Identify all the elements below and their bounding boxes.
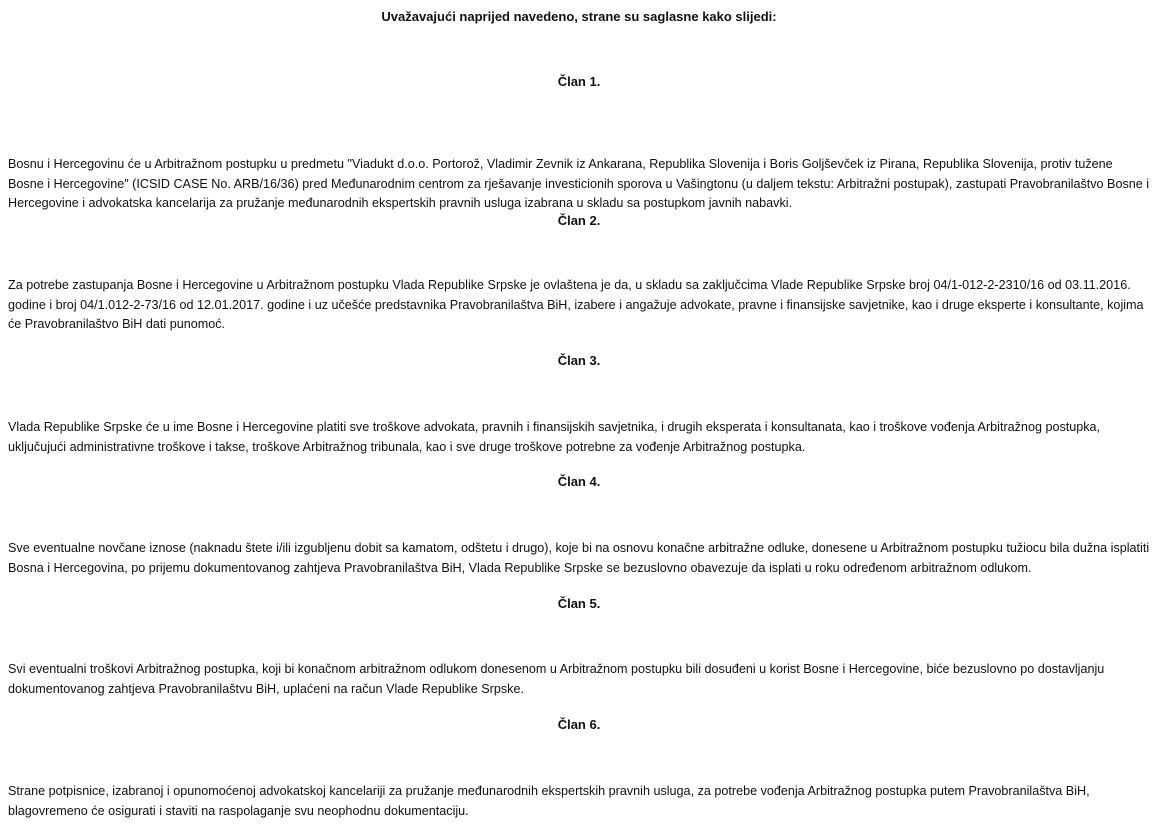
article-5-heading: Član 5. [557, 596, 601, 611]
article-1-heading: Član 1. [557, 74, 601, 89]
article-4-text: Sve eventualne novčane iznose (naknadu štete i/ili izgubljenu dobit sa kamatom, odštetu i drugo), koje bi na osnovu konačne arbitražne odluke, donesene u Arbitražnom postupku tužiocu bila dužna isplatiti Bosna i Hercegovina, po prijemu dokumentovanog zahtjeva Pravobranilaštva BiH, Vlada Republike Srpske se bezuslovno obavezuje da isplati u roku određenom arbitražnom odlukom. [8, 541, 1150, 575]
article-6-heading: Član 6. [557, 717, 601, 732]
article-1-text: Bosnu i Hercegovinu će u Arbitražnom postupku u predmetu "Viadukt d.o.o. Portorož, Vladimir Zevnik iz Ankarana, Republika Slovenija i Boris Goljševček iz Pirana, Republika Slovenija, protiv tužene Bosne i Hercegovine" (ICSID CASE No. ARB/16/36) pred Međunarodnim centrom za rješavanje investicionih sporova u Vašingtonu (u daljem tekstu: Arbitražni postupak), zastupati Pravobranilaštvo Bosne i Hercegovine i advokatska kancelarija za pružanje međunarodnih ekspertskih pravnih usluga izabrana u skladu sa postupkom javnih nabavki. [8, 157, 1150, 210]
article-2-heading: Član 2. [557, 213, 601, 228]
article-6-text: Strane potpisnice, izabranoj i opunomoćenoj advokatskoj kancelariji za pružanje međunarodnih ekspertskih pravnih usluga, za potrebe vođenja Arbitražnog postupka putem Pravobranilaštva BiH, blagovremeno će osigurati i staviti na raspolaganje svu neophodnu dokumentaciju. [8, 784, 1090, 818]
article-3-text: Vlada Republike Srpske će u ime Bosne i Hercegovine platiti sve troškove advokata, pravnih i finansijskih savjetnika, i drugih eksperata i konsultanata, kao i troškove vođenja Arbitražnog postupka, uključujući administrativne troškove i takse, troškove Arbitražnog tribunala, kao i sve druge troškove potrebne za vođenje Arbitražnog postupka. [8, 420, 1101, 454]
article-5-text: Svi eventualni troškovi Arbitražnog postupka, koji bi konačnom arbitražnom odlukom donesenom u Arbitražnom postupku bili dosuđeni u korist Bosne i Hercegovine, biće bezuslovno po dostavljanju dokumentovanog zahtjeva Pravobranilaštvu BiH, uplaćeni na račun Vlade Republike Srpske. [8, 662, 1105, 696]
article-4-heading: Član 4. [557, 474, 601, 489]
intro-heading: Uvažavajući naprijed navedeno, strane su saglasne kako slijedi: [381, 9, 777, 24]
article-3-heading: Član 3. [557, 353, 601, 368]
article-2-text: Za potrebe zastupanja Bosne i Hercegovine u Arbitražnom postupku Vlada Republike Srpske je ovlaštena je da, u skladu sa zaključcima Vlade Republike Srpske broj 04/1-012-2-2310/16 od 03.11.2016. godine i broj 04/1.012-2-73/16 od 12.01.2017. godine i uz učešće predstavnika Pravobranilaštva BiH, izabere i angažuje advokate, pravne i finansijske savjetnike, kao i druge eksperte i konsultante, kojima će Pravobranilaštvo BiH dati punomoć. [8, 278, 1144, 331]
